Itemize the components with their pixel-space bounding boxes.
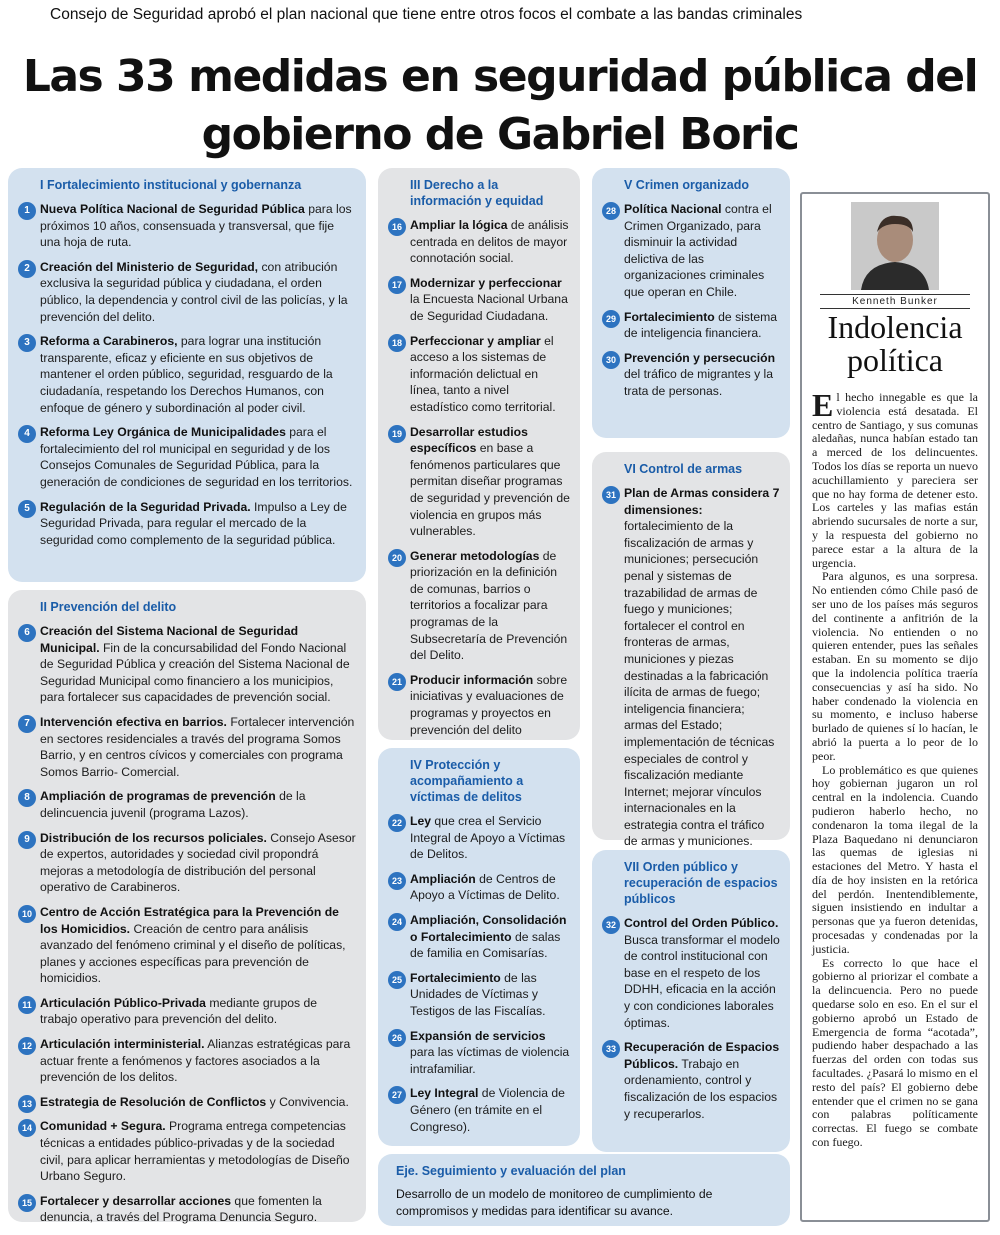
measure-text: con atribución exclusiva la seguridad pública y ciudadana, el orden público, la dependencia y control civil de las policías, y la prevención del delito. [40,259,348,324]
measure-text: Trabajo en ordenamiento, control y fiscalización de los espacios y recuperarlos. [624,1056,778,1121]
measure-item [18,424,356,490]
section-1-panel [8,168,366,582]
section-title: III Derecho a la información y equidad [410,178,544,208]
measure-item [18,623,356,706]
measure-text: Fin de la concursabilidad del Fondo Nacional de Seguridad Pública y creación del Sistema Nacional de Seguridad Municipal como financiero a los municipios, para fortalecer sus capacidades de prevención social. [40,640,350,705]
measure-item [388,813,570,863]
headline-line-2: gobierno de Gabriel Boric [201,109,799,160]
measure-title: Estrategia de Resolución de Conflictos [40,1094,267,1109]
measure-text: de salas de familia en Comisarías. [410,929,561,961]
measure-title: Ley Integral [410,1086,479,1101]
measure-number: 10 [18,905,36,923]
measure-item [388,912,570,962]
section-title: VII Orden público y recuperación de espacios públicos [624,860,778,906]
measure-text: de análisis centrada en delitos de mayor connotación social. [410,218,569,266]
measure-title: Modernizar y perfeccionar [410,275,562,290]
measure-number: 25 [388,971,406,989]
measure-item [388,672,570,738]
dropcap: E [812,387,834,423]
measure-text: para las víctimas de violencia intrafamiliar. [410,1045,570,1076]
measure-number: 29 [602,310,620,328]
measure-title: Creación del Ministerio de Seguridad, [40,259,259,274]
headline-line-1: Las 33 medidas en seguridad pública del [22,51,978,102]
measure-number: 15 [18,1194,36,1212]
eje-panel [378,1154,790,1226]
measure-text: Creación de centro para análisis avanzado del fenómeno criminal y el diseño de políticas, planes y acciones específicas para prevención de homicidios. [40,921,346,986]
measure-title: Articulación Público-Privada [40,995,206,1010]
measure-item [602,201,780,301]
measure-text: para lograr una institución transparente, eficaz y eficiente en sus objetivos de mantener el orden público, seguridad, resguardo de la ciudadanía, respetando los Derechos Humanos, con enfoque de género y subordinación al poder civil. [40,334,333,415]
measure-number: 14 [18,1119,36,1137]
measure-text: el acceso a los sistemas de información delictual en línea, tanto a nivel estadístico como territorial. [410,333,556,414]
section-title: I Fortalecimiento institucional y gobernanza [40,178,302,192]
measure-text: que crea el Servicio Integral de Apoyo a Víctimas de Delitos. [410,814,566,862]
measure-title: Plan de Armas considera 7 dimensiones: [624,486,780,517]
measure-text: de sistema de inteligencia financiera. [624,309,778,341]
measure-number: 20 [388,549,406,567]
measure-number: 22 [388,814,406,832]
measure-number: 27 [388,1086,406,1104]
measure-item [18,995,356,1028]
measure-item [388,333,570,416]
measure-title: Producir información [410,672,534,687]
measure-title: Expansión de servicios [410,1028,546,1043]
measure-item [18,788,356,821]
measure-text: y Convivencia. [266,1094,349,1109]
measure-text: Fortalecer intervención en sectores residenciales a través del programa Somos Barrio, y en centros cívicos y comerciales con programa Somos Barrio- Comercial. [40,714,355,779]
measure-item [18,259,356,325]
measure-number: 23 [388,872,406,890]
measure-item [602,1039,780,1122]
measure-text: en base a fenómenos particulares que permitan diseñar programas de seguridad y prevención de violencia en grupos más vulnerables. [410,441,570,539]
measure-text: la Encuesta Nacional Urbana de Seguridad Ciudadana. [410,292,568,323]
column-body [812,387,978,1150]
measure-item [18,1118,356,1184]
measure-item [18,830,356,896]
measure-number: 9 [18,831,36,849]
column-paragraph-3: Lo problemático es que quienes hoy gobiernan jugaron un rol central en la indolencia. Cuando pudieron haberlo hecho, no condenaron la toma ilegal de la Plaza Baquedano ni denunciaron las quemas de iglesias ni estaciones del Metro. Y hasta el día de hoy insisten en la retórica del perdón. Inentendiblemente, siguen insistiendo en indultar a personas que ya fueron detenidas, procesadas y condenadas por la justicia. [812,762,978,956]
measure-item [602,309,780,342]
author-photo [851,202,939,290]
measure-title: Recuperación de Espacios Públicos. [624,1040,780,1071]
measure-item [388,217,570,267]
measure-item [18,1094,356,1111]
measure-title: Reforma Ley Orgánica de Municipalidades [40,425,286,440]
measure-title: Regulación de la Seguridad Privada. [40,499,251,514]
measure-text: para los próximos 10 años, consensuada y transversal, que fije una hoja de ruta. [40,202,352,250]
measure-item [18,714,356,780]
column-paragraph-4: Es correcto lo que hace el gobierno al priorizar el combate a la delincuencia. Pero no puede quedarse solo en eso. En el sur el gobierno aprobó un Estado de Emergencia de forma “acotada”, pudiendo haber despachado a las fuerzas del orden con todas sus facultades. ¿Pasará lo mismo en el resto del país? El gobierno debe entender que el crimen no se gana con palabras políticamente correctas. El fuego se combate con fuego. [812,955,978,1150]
measure-item [388,1085,570,1135]
measure-title: Fortalecimiento [410,970,501,985]
measure-title: Ampliar la lógica [410,218,508,232]
measure-text: sobre iniciativas y evaluaciones de programas y proyectos en prevención del delito [410,672,568,737]
measure-title: Reforma a Carabineros, [40,334,178,349]
eje-text: Desarrollo de un modelo de monitoreo de cumplimiento de compromisos y medidas para identificar su avance. [396,1187,713,1218]
measure-title: Creación del Sistema Nacional de Seguridad Municipal. [40,624,299,655]
measure-title: Articulación interministerial. [40,1037,205,1052]
measure-text: del tráfico de migrantes y la trata de personas. [624,367,774,398]
measure-text: de Violencia de Género (en trámite en el Congreso). [410,1086,565,1134]
measure-number: 32 [602,916,620,934]
measure-title: Generar metodologías [410,548,540,563]
measure-number: 26 [388,1029,406,1047]
measure-number: 13 [18,1095,36,1113]
measure-item [18,1036,356,1086]
column-paragraph-2: Para algunos, es una sorpresa. No entienden cómo Chile pasó de ser uno de los países más seguros del continente a anfitrión de la violencia. No entienden o no quieren entender, pues las señales estaban. En su momento se dijo que la indolencia política traería consecuencias y así ha sido. No haber condenado la violencia en su momento, e incluso haberse burlado de quienes sí lo hacían, le abrió la puerta a lo peor de lo peor. [812,569,978,763]
measure-number: 7 [18,715,36,733]
measure-text: Programa entrega competencias técnicas a entidades público-privadas y de la sociedad civil, para aplicar herramientas y metodologías de Diseño Urbano Seguro. [40,1119,350,1184]
measure-number: 31 [602,486,620,504]
measure-text: Alianzas estratégicas para actuar frente a fenómenos y factores asociados a la prevención de los delitos. [40,1037,351,1085]
measure-number: 6 [18,624,36,642]
measure-title: Nueva Política Nacional de Seguridad Pública [40,202,305,216]
measure-item [388,424,570,540]
section-title: II Prevención del delito [40,600,177,614]
measure-title: Centro de Acción Estratégica para la Prevención de los Homicidios. [40,904,339,936]
section-title: V Crimen organizado [624,178,750,192]
portrait-photo-icon [851,202,939,290]
measure-title: Fortalecimiento [624,309,715,324]
section-title: IV Protección y acompañamiento a víctimas de delitos [410,758,524,804]
measure-number: 17 [388,276,406,294]
measure-text: para el fortalecimiento del rol municipal en seguridad y de los Consejos Comunales de Seguridad Pública, para la generación de condiciones de seguridad en los territorios. [40,425,353,489]
measure-item [602,915,780,1031]
kicker: Consejo de Seguridad aprobó el plan nacional que tiene entre otros focos el combate a las bandas criminales [50,6,803,23]
measure-text: Busca transformar el modelo de control institucional con base en el respeto de los DDHH, eficacia en la acción y con condiciones laborales óptimas. [624,932,780,1030]
measure-number: 11 [18,996,36,1014]
measure-title: Control del Orden Público. [624,916,779,930]
measure-number: 24 [388,913,406,931]
section-2-panel [8,590,366,1225]
measure-title: Comunidad + Segura. [40,1119,166,1134]
section-7-panel [592,850,790,1152]
column-paragraph-1-text: l hecho innegable es que la violencia está desatada. El centro de Santiago, y sus comunas aledañas, nunca habían estado tan a merced de los delincuentes. Todos los días se reporta un nuevo acuchillamiento y pareciera ser que no hay forma de detener esto. Los carteles y las mafias están abriendo sucursales de norte a sur, y la respuesta del gobierno no parece estar a la altura de la urgencia. [812,390,978,570]
measure-number: 16 [388,218,406,236]
measure-title: Fortalecer y desarrollar acciones [40,1193,232,1208]
measure-item [18,201,356,251]
measure-item [602,350,780,400]
measure-title: Ampliación de programas de prevención [40,789,276,804]
measure-item [388,548,570,664]
column-title: Indolencia política [827,309,963,378]
measure-number: 19 [388,425,406,443]
eje-title: Eje. Seguimiento y evaluación del plan [396,1164,626,1178]
measure-item [388,970,570,1020]
measure-title: Política Nacional [624,202,722,216]
measure-number: 28 [602,202,620,220]
section-5-panel [592,168,790,438]
measure-number: 8 [18,789,36,807]
column-author: Kenneth Bunker [820,294,970,309]
measure-number: 5 [18,500,36,518]
measure-item [388,275,570,325]
measure-title: Prevención y persecución [624,350,776,365]
section-3-panel [378,168,580,740]
measure-item [18,499,356,549]
section-4-panel [378,748,580,1146]
measure-title: Ampliación, Consolidación o Fortalecimiento [410,912,567,944]
measure-title: Perfeccionar y ampliar [410,333,541,348]
measure-item [388,1028,570,1078]
measure-title: Intervención efectiva en barrios. [40,714,227,729]
measure-text: fortalecimiento de la fiscalización de armas y municiones; persecución penal y sistemas de trazabilidad de armas de fuego y municiones; fortalecer el control en fronteras de armas, municiones y piezas destinadas a la fabricación ilícita de armas de fuego; inteligencia financiera; armas del Estado; implementación de técnicas especiales de control y fiscalización mediante Internet; mejorar vínculos internacionales en la estrategia contra el tráfico de armas y municiones. [624,519,775,849]
measure-item [18,1193,356,1226]
measure-number: 18 [388,334,406,352]
opinion-column [800,192,990,1222]
measure-number: 3 [18,334,36,352]
measure-text: mediante grupos de trabajo operativo para prevención del delito. [40,995,318,1027]
measure-text: Consejo Asesor de expertos, autoridades y sociedad civil propondrá mejoras a metodología de distribución del personal operativo de Carabineros. [40,830,356,895]
measure-title: Ampliación [410,871,476,886]
measure-title: Ley [410,814,432,828]
measure-item [18,333,356,416]
measure-text: de las Unidades de Víctimas y Testigos de las Fiscalías. [410,970,546,1018]
section-6-panel [592,452,790,849]
measure-item [602,485,780,850]
measure-number: 30 [602,351,620,369]
measure-number: 2 [18,260,36,278]
measure-text: Impulso a Ley de Seguridad Privada, para regular el mercado de la seguridad como complemento de la seguridad pública. [40,499,347,547]
measure-text: contra el Crimen Organizado, para disminuir la actividad delictiva de las organizaciones criminales que operan en Chile. [624,202,772,299]
measure-text: de Centros de Apoyo a Víctimas de Delito. [410,871,560,903]
measure-number: 21 [388,673,406,691]
measure-number: 4 [18,425,36,443]
measure-number: 1 [18,202,36,220]
headline [10,48,990,164]
measure-item [18,904,356,987]
measure-text: que fomenten la denuncia, a través del Programa Denuncia Seguro. [40,1193,322,1225]
measure-title: Desarrollar estudios específicos [410,424,528,456]
measure-number: 33 [602,1040,620,1058]
measure-text: de priorización en la definición de comunas, barrios o territorios a focalizar para programas de la Subsecretaría de Prevención del Delito. [410,548,568,663]
measure-item [388,871,570,904]
measure-number: 12 [18,1037,36,1055]
measure-title: Distribución de los recursos policiales. [40,830,267,845]
measure-text: de la delincuencia juvenil (programa Lazos). [40,789,306,820]
column-paragraph-1 [812,387,978,570]
section-title: VI Control de armas [624,462,743,476]
